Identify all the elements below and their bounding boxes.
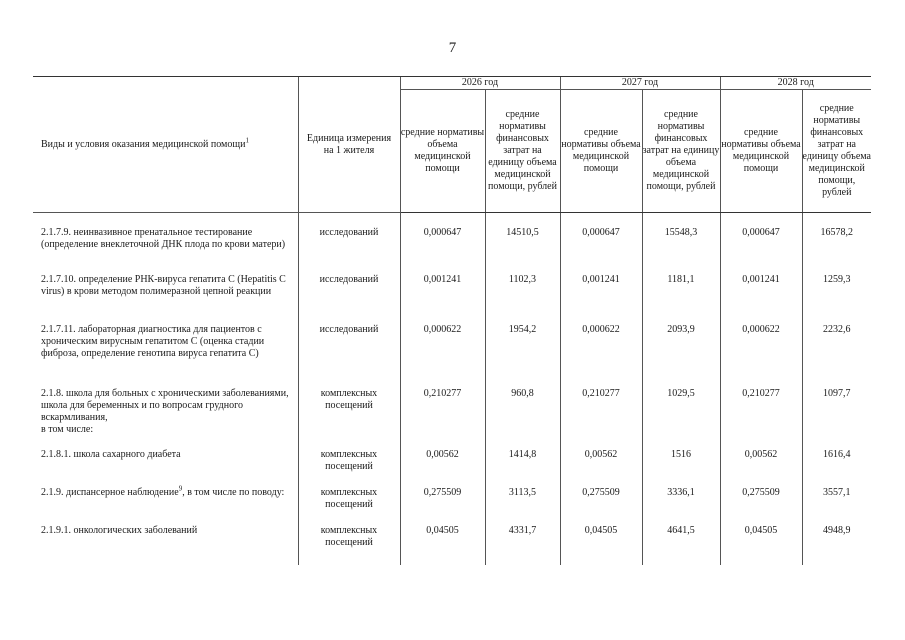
- table-row: [33, 274, 871, 324]
- volume-norm-value: 0,000647: [720, 213, 802, 274]
- volume-norm-value: 0,001241: [720, 274, 802, 324]
- cost-norm-value: 1181,1: [642, 274, 720, 324]
- volume-norm-value: 0,275509: [560, 487, 642, 525]
- header-cost-norm: средние нормативы финансовых затрат на единицу объема медицинской помощи, рублей: [802, 90, 871, 213]
- row-description: [33, 213, 298, 274]
- cost-norm-value: 1259,3: [802, 274, 871, 324]
- cost-norm-value: 16578,2: [802, 213, 871, 274]
- volume-norm-value: 0,001241: [400, 274, 485, 324]
- header-description-text: Виды и условия оказания медицинской помощи: [41, 138, 246, 150]
- row-description: [33, 324, 298, 388]
- row-description-suffix: в том числе:: [41, 423, 94, 435]
- row-unit: комплексных посещений: [298, 487, 400, 525]
- header-year-2027: 2027 год: [560, 77, 720, 90]
- row-description: [33, 274, 298, 324]
- volume-norm-value: 0,000647: [560, 213, 642, 274]
- volume-norm-value: 0,000622: [560, 324, 642, 388]
- volume-norm-value: 0,04505: [400, 525, 485, 565]
- header-volume-norm: средние нормативы объема медицинской помощи: [400, 90, 485, 213]
- volume-norm-value: 0,00562: [720, 449, 802, 487]
- cost-norm-value: 1097,7: [802, 388, 871, 449]
- row-description: [33, 484, 298, 525]
- volume-norm-value: 0,000647: [400, 213, 485, 274]
- header-year-2026: 2026 год: [400, 77, 560, 90]
- header-unit: Единица измерения на 1 жителя: [298, 77, 400, 213]
- volume-norm-value: 0,210277: [400, 388, 485, 449]
- volume-norm-value: 0,000622: [720, 324, 802, 388]
- volume-norm-value: 0,000622: [400, 324, 485, 388]
- table-body: [33, 213, 871, 565]
- cost-norm-value: 4948,9: [802, 525, 871, 565]
- cost-norm-value: 960,8: [485, 388, 560, 449]
- table-row: [33, 525, 871, 565]
- cost-norm-value: 3557,1: [802, 487, 871, 525]
- row-unit: комплексных посещений: [298, 449, 400, 487]
- cost-norm-value: 1029,5: [642, 388, 720, 449]
- table-row: [33, 388, 871, 449]
- cost-norm-value: 15548,3: [642, 213, 720, 274]
- row-description-text: 2.1.9.1. онкологических заболеваний: [41, 524, 198, 536]
- cost-norm-value: 4641,5: [642, 525, 720, 565]
- row-unit: комплексных посещений: [298, 388, 400, 449]
- table-row: [33, 487, 871, 525]
- table-row: [33, 449, 871, 487]
- cost-norm-value: 1616,4: [802, 449, 871, 487]
- cost-norm-value: 3113,5: [485, 487, 560, 525]
- footnote-marker: 9: [178, 484, 183, 493]
- row-description-text: 2.1.9. диспансерное наблюдение: [41, 486, 179, 498]
- row-description-suffix: , в том числе по поводу:: [182, 486, 285, 498]
- volume-norm-value: 0,210277: [720, 388, 802, 449]
- volume-norm-value: 0,275509: [400, 487, 485, 525]
- cost-norm-value: 1954,2: [485, 324, 560, 388]
- row-description-text: 2.1.8. школа для больных с хроническими заболеваниями, школа для беременных и по вопросам грудного вскармливания,: [41, 387, 289, 423]
- cost-norm-value: 1414,8: [485, 449, 560, 487]
- row-description-text: 2.1.8.1. школа сахарного диабета: [41, 448, 181, 460]
- cost-norm-value: 1102,3: [485, 274, 560, 324]
- header-cost-norm: средние нормативы финансовых затрат на единицу объема медицинской помощи, рублей: [485, 90, 560, 213]
- row-unit: исследований: [298, 213, 400, 274]
- row-description-text: 2.1.7.11. лабораторная диагностика для пациентов с хроническим вирусным гепатитом С (оценка стадии фиброза, определение генотипа вируса гепатита С): [41, 323, 265, 359]
- volume-norm-value: 0,001241: [560, 274, 642, 324]
- volume-norm-value: 0,210277: [560, 388, 642, 449]
- table-row: [33, 213, 871, 274]
- header-description: [33, 77, 298, 213]
- table-header: [33, 77, 871, 213]
- cost-norm-value: 3336,1: [642, 487, 720, 525]
- row-description-text: 2.1.7.9. неинвазивное пренатальное тестирование (определение внеклеточной ДНК плода по крови матери): [41, 227, 286, 250]
- header-volume-norm: средние нормативы объема медицинской помощи: [720, 90, 802, 213]
- volume-norm-value: 0,00562: [400, 449, 485, 487]
- cost-norm-value: 2093,9: [642, 324, 720, 388]
- row-unit: исследований: [298, 274, 400, 324]
- row-description: [33, 449, 298, 487]
- volume-norm-value: 0,04505: [560, 525, 642, 565]
- cost-norm-value: 14510,5: [485, 213, 560, 274]
- volume-norm-value: 0,00562: [560, 449, 642, 487]
- table-row: [33, 324, 871, 388]
- volume-norm-value: 0,04505: [720, 525, 802, 565]
- footnote-marker: 1: [245, 136, 249, 145]
- row-description-text: 2.1.7.10. определение РНК-вируса гепатита С (Hepatitis C virus) в крови методом полимеразной цепной реакции: [41, 273, 286, 297]
- header-year-2028: 2028 год: [720, 77, 871, 90]
- cost-norm-value: 4331,7: [485, 525, 560, 565]
- row-unit: исследований: [298, 324, 400, 388]
- header-volume-norm: средние нормативы объема медицинской помощи: [560, 90, 642, 213]
- cost-norm-value: 1516: [642, 449, 720, 487]
- row-description: [33, 388, 298, 449]
- volume-norm-value: 0,275509: [720, 487, 802, 525]
- page-number: 7: [448, 40, 457, 56]
- row-unit: комплексных посещений: [298, 525, 400, 565]
- normatives-table: [33, 76, 871, 565]
- row-description: [33, 525, 298, 565]
- cost-norm-value: 2232,6: [802, 324, 871, 388]
- header-cost-norm: средние нормативы финансовых затрат на единицу объема медицинской помощи, рублей: [642, 90, 720, 213]
